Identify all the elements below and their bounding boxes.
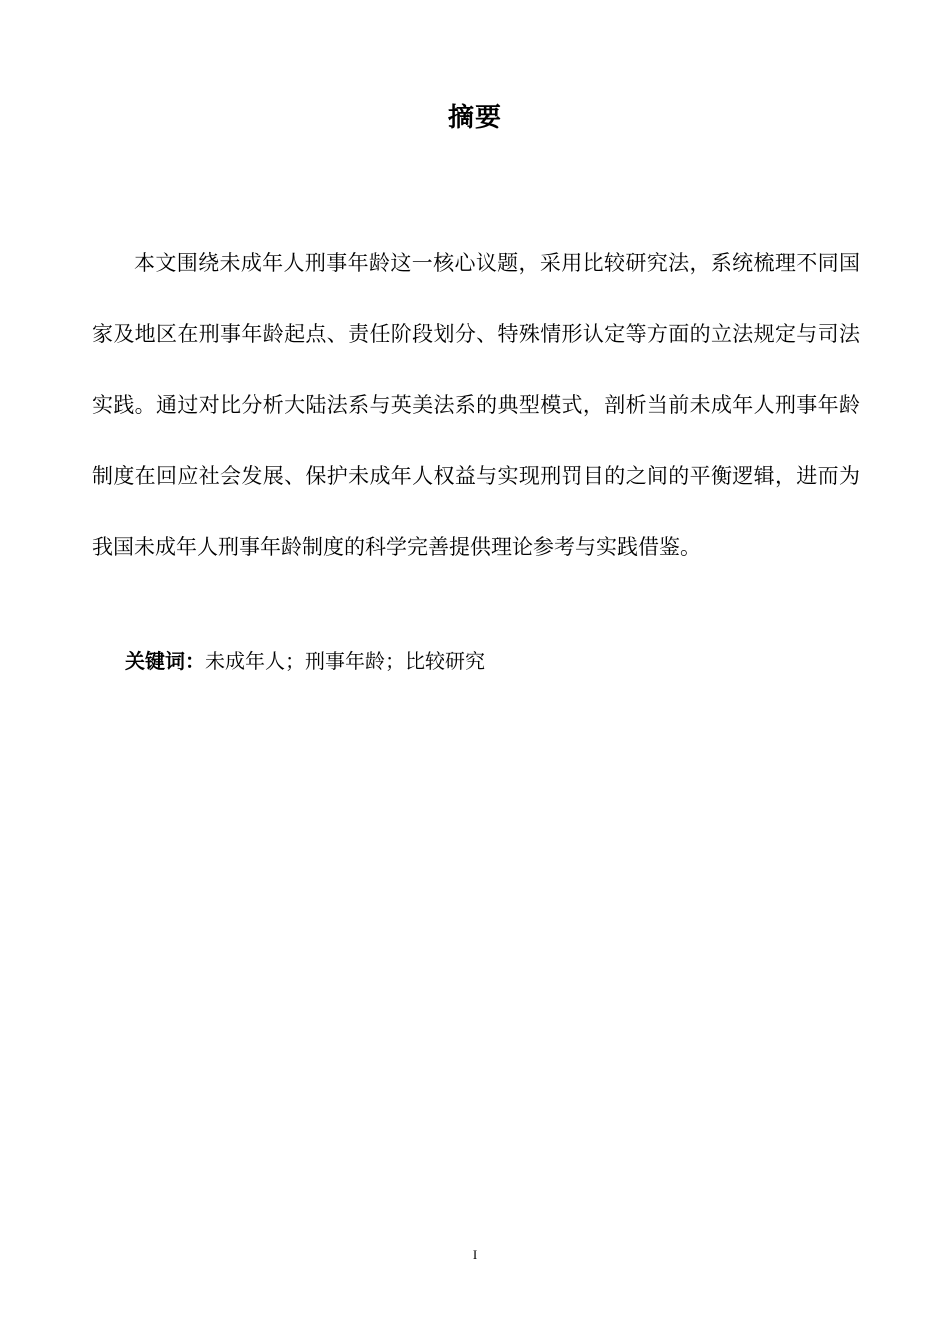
- abstract-title: 摘要: [447, 103, 502, 133]
- keywords-list: 未成年人；刑事年龄；比较研究: [205, 649, 485, 673]
- keywords-line: [125, 644, 860, 678]
- keywords-label: 关键词：: [125, 649, 205, 673]
- page-number: I: [472, 1247, 478, 1262]
- abstract-paragraph: 本文围绕未成年人刑事年龄这一核心议题，采用比较研究法，系统梳理不同国家及地区在刑事年龄起点、责任阶段划分、特殊情形认定等方面的立法规定与司法实践。通过对比分析大陆法系与英美法系的典型模式，剖析当前未成年人刑事年龄制度在回应社会发展、保护未成年人权益与实现刑罚目的之间的平衡逻辑，进而为我国未成年人刑事年龄制度的科学完善提供理论参考与实践借鉴。: [92, 251, 860, 559]
